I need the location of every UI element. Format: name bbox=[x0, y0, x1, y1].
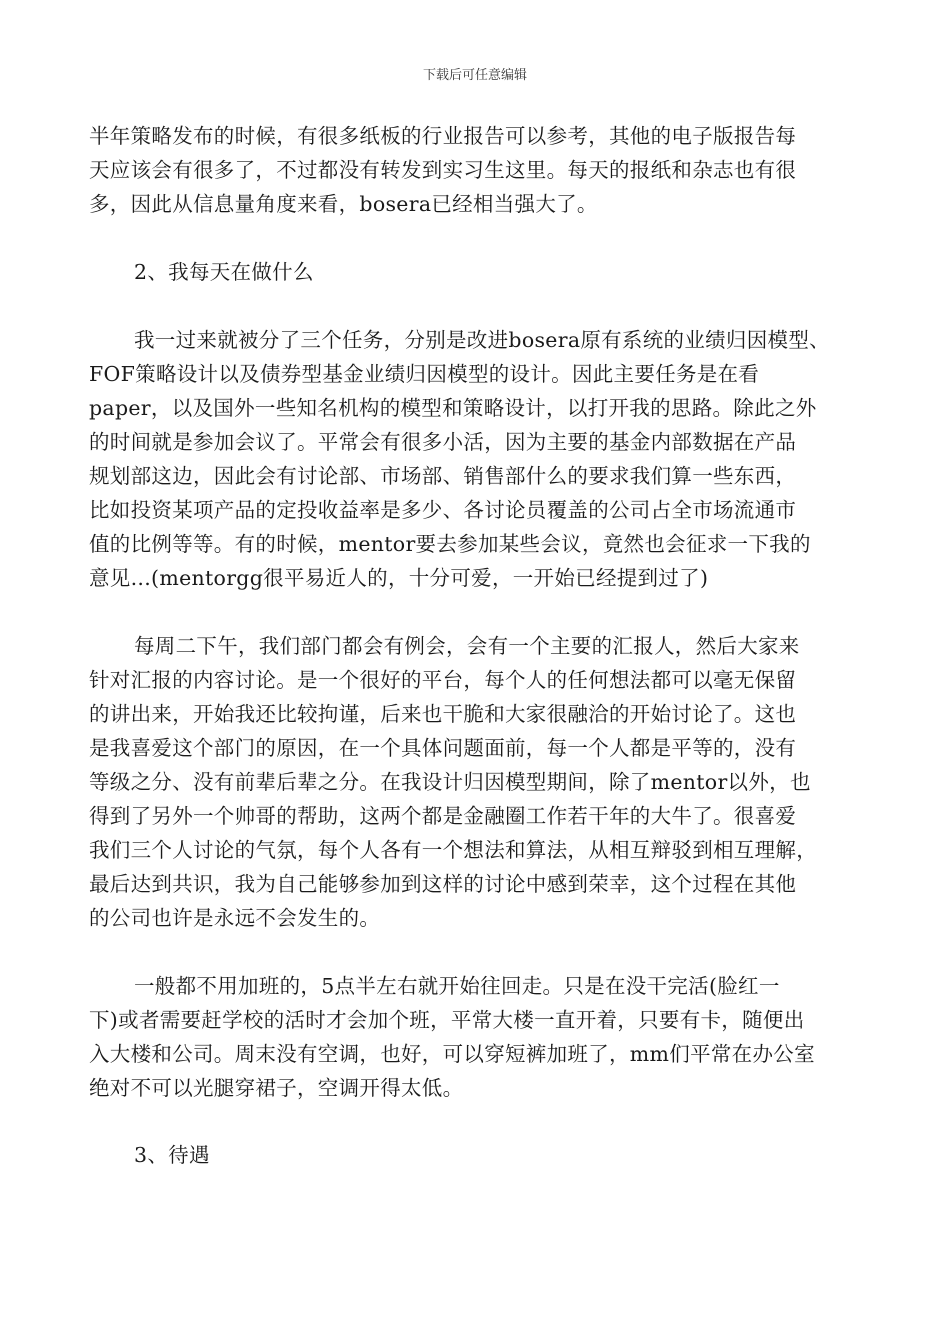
text-line: 比如投资某项产品的定投收益率是多少、各讨论员覆盖的公司占全市场流通市 bbox=[89, 498, 797, 522]
text-line: 的时间就是参加会议了。平常会有很多小活，因为主要的基金内部数据在产品 bbox=[89, 430, 797, 454]
paragraph-tasks bbox=[89, 323, 864, 595]
text-line: 等级之分、没有前辈后辈之分。在我设计归因模型期间，除了mentor以外，也 bbox=[89, 770, 811, 794]
document-body bbox=[89, 119, 864, 1172]
text-line: 我一过来就被分了三个任务，分别是改进bosera原有系统的业绩归因模型、 bbox=[134, 328, 830, 352]
text-line: 值的比例等等。有的时候，mentor要去参加某些会议，竟然也会征求一下我的 bbox=[89, 532, 811, 556]
text-line: 最后达到共识，我为自己能够参加到这样的讨论中感到荣幸，这个过程在其他 bbox=[89, 872, 797, 896]
text-line: 下)或者需要赶学校的活时才会加个班，平常大楼一直开着，只要有卡，随便出 bbox=[89, 1008, 805, 1032]
text-line: 得到了另外一个帅哥的帮助，这两个都是金融圈工作若干年的大牛了。很喜爱 bbox=[89, 804, 797, 828]
text-line: 的公司也许是永远不会发生的。 bbox=[89, 906, 381, 930]
text-line: 是我喜爱这个部门的原因，在一个具体问题面前，每一个人都是平等的，没有 bbox=[89, 736, 797, 760]
text-line: 意见...(mentorgg很平易近人的，十分可爱，一开始已经提到过了) bbox=[89, 566, 709, 590]
text-line: 一般都不用加班的，5点半左右就开始往回走。只是在没干完活(脸红一 bbox=[134, 974, 780, 998]
text-line: 针对汇报的内容讨论。是一个很好的平台，每个人的任何想法都可以毫无保留 bbox=[89, 668, 797, 692]
text-line: FOF策略设计以及债券型基金业绩归因模型的设计。因此主要任务是在看 bbox=[89, 362, 760, 386]
text-line: 天应该会有很多了，不过都没有转发到实习生这里。每天的报纸和杂志也有很 bbox=[89, 158, 797, 182]
paragraph-overtime bbox=[89, 969, 864, 1105]
text-line: paper，以及国外一些知名机构的模型和策略设计，以打开我的思路。除此之外 bbox=[89, 396, 817, 420]
text-line: 我们三个人讨论的气氛，每个人各有一个想法和算法，从相互辩驳到相互理解， bbox=[89, 838, 817, 862]
section-heading-compensation: 3、待遇 bbox=[134, 1143, 210, 1167]
text-line: 规划部这边，因此会有讨论部、市场部、销售部什么的要求我们算一些东西， bbox=[89, 464, 797, 488]
paragraph-continuation bbox=[89, 119, 864, 221]
text-line: 入大楼和公司。周末没有空调，也好，可以穿短裤加班了，mm们平常在办公室 bbox=[89, 1042, 815, 1066]
section-heading-daily-work: 2、我每天在做什么 bbox=[134, 260, 314, 284]
text-line: 多，因此从信息量角度来看，bosera已经相当强大了。 bbox=[89, 192, 598, 216]
text-line: 绝对不可以光腿穿裙子，空调开得太低。 bbox=[89, 1076, 464, 1100]
page-header-note: 下载后可任意编辑 bbox=[422, 68, 527, 83]
text-line: 半年策略发布的时候，有很多纸板的行业报告可以参考，其他的电子版报告每 bbox=[89, 124, 797, 148]
text-line: 的讲出来，开始我还比较拘谨，后来也干脆和大家很融洽的开始讨论了。这也 bbox=[89, 702, 797, 726]
text-line: 每周二下午，我们部门都会有例会，会有一个主要的汇报人，然后大家来 bbox=[134, 634, 800, 658]
paragraph-weekly-meeting bbox=[89, 629, 864, 935]
